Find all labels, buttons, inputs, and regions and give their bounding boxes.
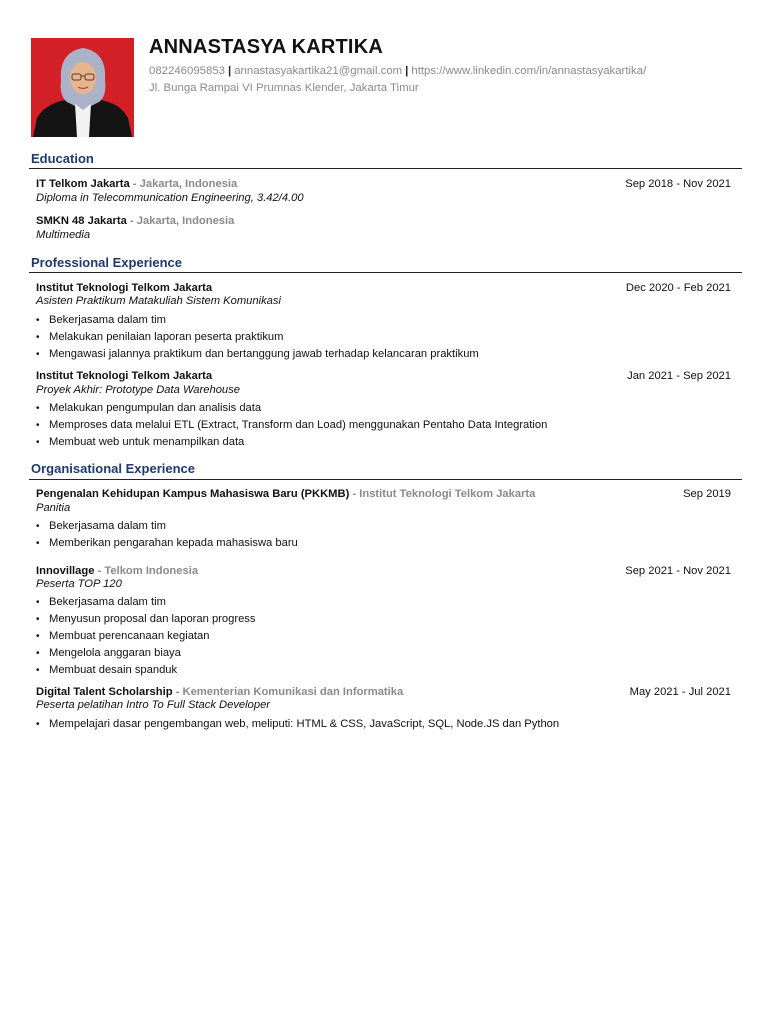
list-item: • Membuat web untuk menampilkan data bbox=[36, 436, 245, 448]
entry-organization: Institut Teknologi Telkom Jakarta bbox=[36, 282, 213, 294]
bullet-icon: • bbox=[36, 631, 40, 642]
entry-heading bbox=[36, 686, 403, 698]
section-divider bbox=[29, 479, 742, 480]
entry-date: Sep 2019 bbox=[683, 488, 731, 500]
bullet-icon: • bbox=[36, 403, 40, 414]
entry-heading bbox=[36, 488, 535, 500]
bullet-icon: • bbox=[36, 538, 40, 549]
profile-photo bbox=[31, 38, 134, 137]
phone-number: 082246095853 bbox=[149, 65, 226, 77]
entry-location: - Institut Teknologi Telkom Jakarta bbox=[349, 488, 536, 500]
bullet-icon: • bbox=[36, 420, 40, 431]
bullet-icon: • bbox=[36, 437, 40, 448]
list-item: • Membuat perencanaan kegiatan bbox=[36, 630, 210, 642]
entry-organization: Innovillage bbox=[36, 565, 95, 577]
entry-organization: IT Telkom Jakarta bbox=[36, 178, 130, 190]
entry-organization: Digital Talent Scholarship bbox=[36, 686, 173, 698]
contact-line bbox=[149, 65, 646, 77]
list-item: • Mengawasi jalannya praktikum dan bertanggung jawab terhadap kelancaran praktikum bbox=[36, 348, 479, 360]
bullet-icon: • bbox=[36, 648, 40, 659]
bullet-icon: • bbox=[36, 332, 40, 343]
entry-role: Panitia bbox=[36, 502, 71, 514]
entry-heading bbox=[36, 178, 237, 190]
address: Jl. Bunga Rampai VI Prumnas Klender, Jakarta Timur bbox=[149, 82, 419, 94]
entry-location: - Jakarta, Indonesia bbox=[129, 178, 238, 190]
section-title-education: Education bbox=[31, 151, 94, 166]
entry-role: Peserta pelatihan Intro To Full Stack Developer bbox=[36, 699, 271, 711]
section-title-professional: Professional Experience bbox=[31, 255, 183, 270]
entry-location: - Jakarta, Indonesia bbox=[126, 215, 235, 227]
entry-heading bbox=[36, 215, 234, 227]
list-item: • Mempelajari dasar pengembangan web, meliputi: HTML & CSS, JavaScript, SQL, Node.JS dan Python bbox=[36, 718, 560, 730]
separator: | bbox=[405, 65, 409, 77]
entry-location: - Telkom Indonesia bbox=[94, 565, 199, 577]
entry-date: Jan 2021 - Sep 2021 bbox=[627, 370, 731, 382]
list-item: • Bekerjasama dalam tim bbox=[36, 520, 166, 532]
linkedin-link[interactable]: https://www.linkedin.com/in/annastasyakartika/ bbox=[411, 65, 647, 77]
list-item: • Melakukan pengumpulan dan analisis data bbox=[36, 402, 262, 414]
section-divider bbox=[29, 168, 742, 169]
bullet-icon: • bbox=[36, 315, 40, 326]
entry-role: Diploma in Telecommunication Engineering, 3.42/4.00 bbox=[36, 192, 304, 204]
entry-organization: Institut Teknologi Telkom Jakarta bbox=[36, 370, 213, 382]
bullet-icon: • bbox=[36, 719, 40, 730]
list-item: • Mengelola anggaran biaya bbox=[36, 647, 181, 659]
entry-role: Asisten Praktikum Matakuliah Sistem Komunikasi bbox=[36, 295, 281, 307]
bullet-icon: • bbox=[36, 665, 40, 676]
list-item: • Memproses data melalui ETL (Extract, Transform dan Load) menggunakan Pentaho Data Integration bbox=[36, 419, 548, 431]
list-item: • Membuat desain spanduk bbox=[36, 664, 178, 676]
list-item: • Bekerjasama dalam tim bbox=[36, 596, 166, 608]
entry-heading bbox=[36, 565, 198, 577]
bullet-icon: • bbox=[36, 614, 40, 625]
entry-role: Proyek Akhir: Prototype Data Warehouse bbox=[36, 384, 240, 396]
section-title-organisational: Organisational Experience bbox=[31, 461, 196, 476]
bullet-icon: • bbox=[36, 349, 40, 360]
list-item: • Melakukan penilaian laporan peserta praktikum bbox=[36, 331, 284, 343]
entry-organization: Pengenalan Kehidupan Kampus Mahasiswa Baru (PKKMB) bbox=[36, 488, 350, 500]
entry-date: Sep 2021 - Nov 2021 bbox=[625, 565, 731, 577]
bullet-icon: • bbox=[36, 597, 40, 608]
entry-location: - Kementerian Komunikasi dan Informatika bbox=[172, 686, 404, 698]
list-item: • Menyusun proposal dan laporan progress bbox=[36, 613, 256, 625]
list-item: • Memberikan pengarahan kepada mahasiswa baru bbox=[36, 537, 298, 549]
entry-heading bbox=[36, 282, 212, 294]
entry-date: Dec 2020 - Feb 2021 bbox=[625, 282, 731, 294]
separator: | bbox=[228, 65, 232, 77]
entry-date: May 2021 - Jul 2021 bbox=[629, 686, 731, 698]
entry-heading bbox=[36, 370, 212, 382]
entry-date: Sep 2018 - Nov 2021 bbox=[625, 178, 731, 190]
entry-role: Multimedia bbox=[36, 229, 91, 241]
section-divider bbox=[29, 272, 742, 273]
candidate-name: ANNASTASYA KARTIKA bbox=[149, 36, 383, 58]
entry-organization: SMKN 48 Jakarta bbox=[36, 215, 127, 227]
entry-role: Peserta TOP 120 bbox=[36, 578, 122, 590]
bullet-icon: • bbox=[36, 521, 40, 532]
email-link[interactable]: annastasyakartika21@gmail.com bbox=[234, 65, 403, 77]
list-item: • Bekerjasama dalam tim bbox=[36, 314, 166, 326]
